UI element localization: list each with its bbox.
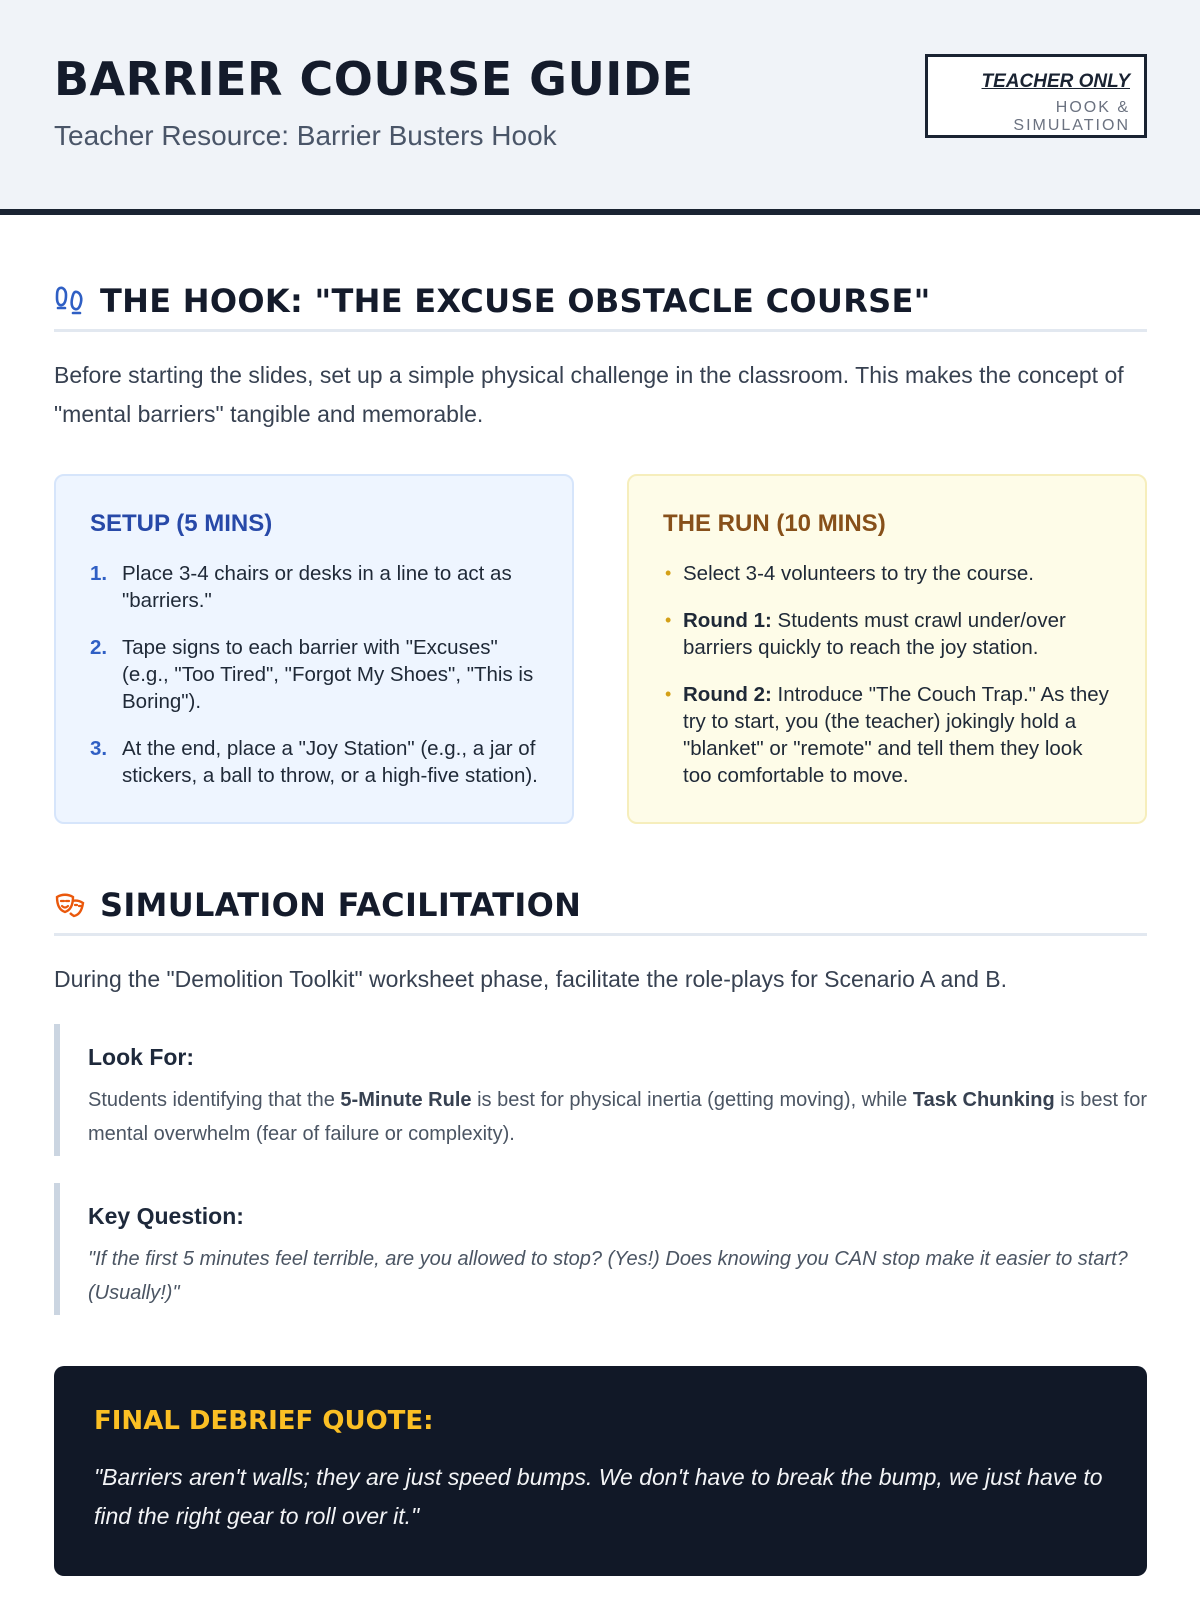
final-debrief-box	[54, 1366, 1147, 1576]
badge-title: TEACHER ONLY	[981, 71, 1130, 92]
run-card	[627, 474, 1147, 824]
look-for-text-part: Students identifying that the	[88, 1089, 341, 1111]
look-for-text	[88, 1083, 1147, 1151]
look-for-text-part: is best for mental overwhelm (fear of failure or complexity).	[88, 1089, 1147, 1145]
step-text: Tape signs to each barrier with "Excuses" (e.g., "Too Tired", "Forgot My Shoes", "This is Boring").	[122, 636, 534, 713]
step-text: At the end, place a "Joy Station" (e.g., a jar of stickers, a ball to throw, or a high-five station).	[122, 737, 538, 787]
badge-subtitle: HOOK & SIMULATION	[1013, 99, 1130, 134]
step-text: Place 3-4 chairs or desks in a line to act as "barriers."	[122, 562, 512, 612]
simulation-title: SIMULATION FACILITATION	[100, 886, 582, 924]
run-item-text: Students must crawl under/over barriers quickly to reach the joy station.	[683, 609, 1066, 659]
look-for-text-part: is best for physical inertia (getting moving), while	[471, 1089, 913, 1111]
run-list	[663, 560, 1115, 789]
page-subtitle: Teacher Resource: Barrier Busters Hook	[54, 120, 557, 151]
task-chunking-term: Task Chunking	[912, 1089, 1055, 1111]
run-item-text: Select 3-4 volunteers to try the course.	[683, 562, 1034, 585]
bullet-icon: •	[665, 610, 672, 630]
setup-title: SETUP (5 MINS)	[90, 510, 273, 537]
run-item-label: Round 1:	[683, 609, 772, 632]
run-item-label: Round 2:	[683, 683, 772, 706]
step-number: 1.	[90, 562, 108, 585]
setup-list	[90, 560, 542, 789]
debrief-quote: "Barriers aren't walls; they are just speed bumps. We don't have to break the bump, we just have to find the right gear to roll over it."	[94, 1464, 1103, 1529]
five-minute-rule-term: 5-Minute Rule	[340, 1089, 472, 1111]
key-question-text: "If the first 5 minutes feel terrible, are you allowed to stop? (Yes!) Does knowing you CAN stop make it easier to start? (Usually!)"	[88, 1248, 1128, 1304]
setup-step	[90, 735, 542, 789]
hook-section-heading	[54, 272, 1147, 332]
theater-masks-icon	[54, 888, 86, 922]
run-item	[663, 560, 1115, 587]
step-number: 3.	[90, 737, 108, 760]
debrief-label: FINAL DEBRIEF QUOTE:	[94, 1406, 434, 1436]
run-item	[663, 681, 1115, 789]
hook-title: THE HOOK: "THE EXCUSE OBSTACLE COURSE"	[100, 282, 931, 320]
look-for-label: Look For:	[88, 1044, 195, 1070]
page-title: BARRIER COURSE GUIDE	[54, 52, 694, 106]
setup-step	[90, 634, 542, 715]
run-title: THE RUN (10 MINS)	[663, 510, 886, 537]
run-item-text: Introduce "The Couch Trap." As they try to start, you (the teacher) jokingly hold a "blanket" or "remote" and tell them they look too comfortable to move.	[683, 683, 1109, 787]
setup-step	[90, 560, 542, 614]
bullet-icon: •	[665, 684, 672, 704]
simulation-section-heading	[54, 876, 1147, 936]
step-number: 2.	[90, 636, 108, 659]
key-question-label: Key Question:	[88, 1203, 244, 1229]
simulation-intro: During the "Demolition Toolkit" worksheet phase, facilitate the role-plays for Scenario A and B.	[54, 966, 1008, 992]
teacher-only-badge	[925, 54, 1147, 138]
hook-intro: Before starting the slides, set up a simple physical challenge in the classroom. This makes the concept of "mental barriers" tangible and memorable.	[54, 362, 1124, 427]
setup-card	[54, 474, 574, 824]
key-question-callout	[54, 1183, 1147, 1315]
run-item	[663, 607, 1115, 661]
footprints-icon	[54, 284, 86, 318]
look-for-callout	[54, 1024, 1147, 1156]
bullet-icon: •	[665, 563, 672, 583]
page-header	[0, 0, 1200, 215]
